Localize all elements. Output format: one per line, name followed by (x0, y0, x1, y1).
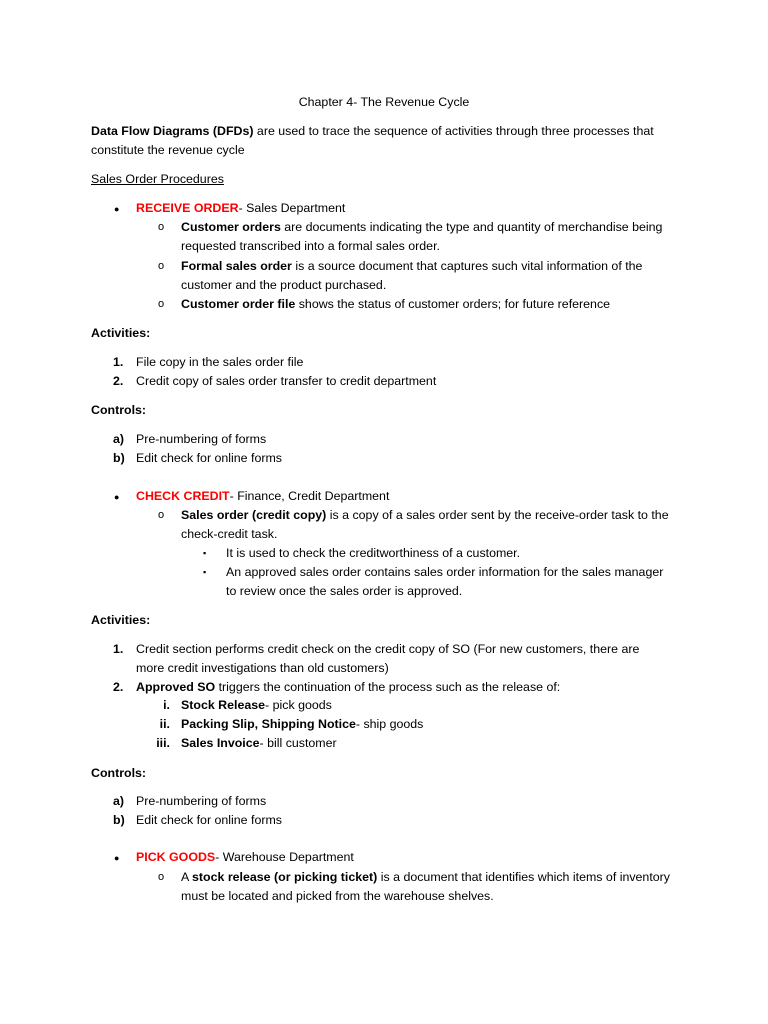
term: Sales Invoice (181, 736, 260, 750)
list-letter: a) (113, 794, 125, 808)
list-item: Pre-numbering of forms (136, 432, 267, 446)
square-bullet-icon: ▪ (203, 548, 207, 558)
definition: shows the status of customer orders; for future reference (295, 297, 611, 311)
list-letter: a) (113, 432, 125, 446)
roman-item (181, 715, 423, 734)
bullet-icon: ● (114, 204, 120, 214)
term: Approved SO (136, 680, 216, 694)
bullet-icon: ● (114, 853, 120, 863)
controls-label: Controls: (91, 766, 147, 780)
receive-order-heading (136, 199, 345, 218)
list-number: 1. (113, 355, 124, 369)
receive-order-sub-1-cont: requested transcribed into a formal sales order. (181, 239, 440, 253)
list-item: File copy in the sales order file (136, 355, 304, 369)
list-number: 2. (113, 680, 124, 694)
term: Customer orders (181, 220, 281, 234)
definition: is a document that identifies which items of inventory (377, 870, 670, 884)
activities-label: Activities: (91, 326, 151, 340)
receive-order-dept: - Sales Department (238, 201, 346, 215)
definition: - bill customer (259, 736, 337, 750)
definition: is a source document that captures such vital information of the (291, 259, 643, 273)
list-item: Credit section performs credit check on the credit copy of SO (For new customers, there are (136, 642, 640, 656)
check-credit-detail-2-cont: to review once the sales order is approved. (226, 584, 463, 598)
receive-order-label: RECEIVE ORDER (136, 201, 239, 215)
receive-order-sub-2-cont: customer and the product purchased. (181, 278, 387, 292)
roman-number: i. (163, 698, 170, 712)
intro-term: Data Flow Diagrams (DFDs) (91, 124, 254, 138)
list-item: Edit check for online forms (136, 451, 282, 465)
page-title: Chapter 4- The Revenue Cycle (298, 95, 470, 109)
definition: are documents indicating the type and quantity of merchandise being (280, 220, 663, 234)
term: Formal sales order (181, 259, 292, 273)
list-letter: b) (113, 813, 125, 827)
circle-bullet-icon: o (158, 260, 165, 272)
term: stock release (or picking ticket) (192, 870, 378, 884)
receive-order-sub-1 (181, 218, 662, 237)
term: Sales order (credit copy) (181, 508, 327, 522)
check-credit-heading (136, 487, 389, 506)
list-number: 1. (113, 642, 124, 656)
square-bullet-icon: ▪ (203, 567, 207, 577)
term: Stock Release (181, 698, 266, 712)
pick-goods-dept: - Warehouse Department (215, 850, 354, 864)
intro-text: are used to trace the sequence of activities through three processes that (253, 124, 654, 138)
roman-number: iii. (156, 736, 170, 750)
list-number: 2. (113, 374, 124, 388)
receive-order-sub-2 (181, 257, 642, 276)
check-credit-dept: - Finance, Credit Department (229, 489, 390, 503)
check-credit-detail-2: An approved sales order contains sales order information for the sales manager (226, 565, 664, 579)
receive-order-sub-3 (181, 295, 610, 314)
circle-bullet-icon: o (158, 871, 165, 883)
roman-item (181, 734, 337, 753)
roman-item (181, 696, 332, 715)
definition: is a copy of a sales order sent by the receive-order task to the (326, 508, 669, 522)
list-letter: b) (113, 451, 125, 465)
list-item-cont: more credit investigations than old customers) (136, 661, 389, 675)
check-credit-sub-1-cont: check-credit task. (181, 527, 278, 541)
list-item (136, 678, 560, 697)
section-heading: Sales Order Procedures (91, 172, 224, 186)
pick-goods-sub-1 (181, 868, 670, 887)
list-item: Edit check for online forms (136, 813, 282, 827)
intro-line-2: constitute the revenue cycle (91, 143, 245, 157)
article: A (181, 870, 193, 884)
check-credit-detail-1: It is used to check the creditworthiness of a customer. (226, 546, 521, 560)
list-item: Pre-numbering of forms (136, 794, 267, 808)
roman-number: ii. (159, 717, 170, 731)
definition: triggers the continuation of the process such as the release of: (215, 680, 561, 694)
bullet-icon: ● (114, 492, 120, 502)
term: Packing Slip, Shipping Notice (181, 717, 356, 731)
pick-goods-heading (136, 848, 354, 867)
intro-line-1 (91, 122, 654, 141)
activities-label: Activities: (91, 613, 151, 627)
controls-label: Controls: (91, 403, 147, 417)
circle-bullet-icon: o (158, 509, 165, 521)
definition: - ship goods (355, 717, 424, 731)
pick-goods-sub-1-cont: must be located and picked from the warehouse shelves. (181, 889, 494, 903)
circle-bullet-icon: o (158, 221, 165, 233)
term: Customer order file (181, 297, 296, 311)
circle-bullet-icon: o (158, 298, 165, 310)
pick-goods-label: PICK GOODS (136, 850, 216, 864)
definition: - pick goods (265, 698, 332, 712)
check-credit-sub-1 (181, 506, 669, 525)
check-credit-label: CHECK CREDIT (136, 489, 230, 503)
list-item: Credit copy of sales order transfer to credit department (136, 374, 437, 388)
